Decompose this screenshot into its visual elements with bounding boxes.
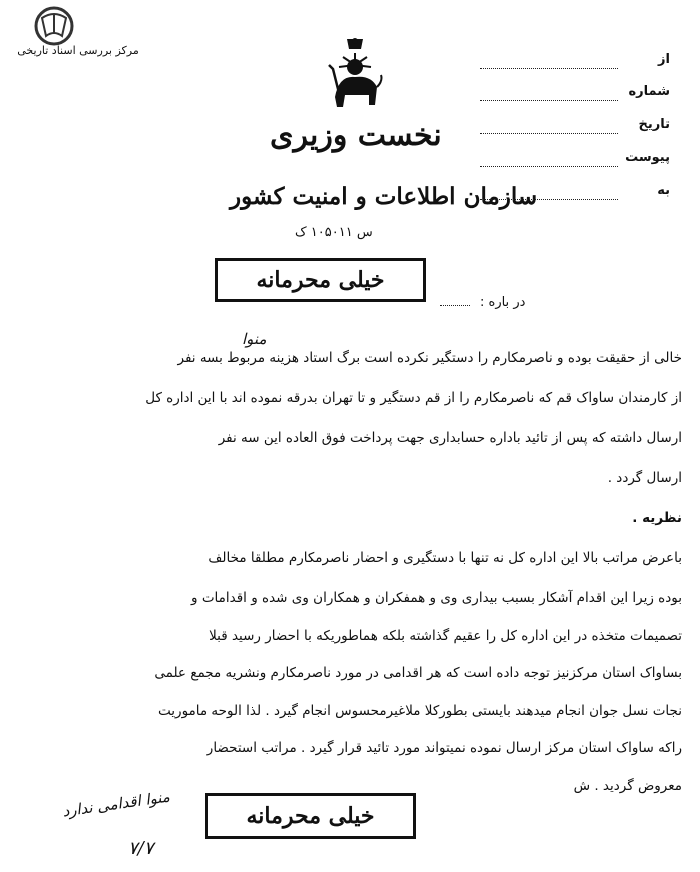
field-to-label: به [657, 183, 670, 198]
subject-dotted-line [440, 305, 470, 306]
lion-and-sun-crest-icon [325, 35, 385, 125]
opinion-line: معروض گردید . ش [573, 778, 682, 794]
handwritten-note: منوا اقدامی ندارد [61, 787, 171, 821]
opinion-heading: نظریه . [632, 510, 682, 526]
field-date [470, 117, 670, 137]
opinion-line: راکه ساواک استان مرکز ارسال نموده نمیتواند مورد تائید قرار گیرد . مراتب استحضار [206, 740, 682, 756]
field-from-label: از [658, 52, 670, 67]
field-date-label: تاریخ [638, 117, 670, 132]
field-from [470, 52, 670, 72]
field-number [470, 84, 670, 104]
field-to [470, 183, 670, 203]
handwritten-date: ۷/۷ [128, 838, 154, 859]
classification-stamp: خیلی محرمانه [215, 258, 426, 302]
reference-number: س ۱۰۵۰۱۱ ک [295, 225, 373, 240]
opinion-line: بوده زیرا این اقدام آشکار بسبب بیداری وی و همفکران و همکاران وی شده و اقدامات و [191, 590, 682, 606]
letterhead-title-secondary: سازمان اطلاعات و امنیت کشور [230, 183, 538, 210]
archive-name: مرکز بررسی اسناد تاریخی [17, 44, 139, 57]
field-attachment [470, 150, 670, 170]
field-number-label: شماره [628, 84, 670, 99]
archive-logo-icon [34, 6, 74, 46]
footer-classification-stamp: خیلی محرمانه [205, 793, 416, 839]
opinion-line: تصمیمات متخذه در این اداره کل را عقیم گذاشته بلکه هماطوریکه با احضار رسید قبلا [209, 628, 682, 644]
letterhead-title-primary: نخست وزیری [270, 118, 442, 153]
margin-note: منوا [242, 330, 267, 348]
body-line: از کارمندان ساواک قم که ناصرمکارم را از قم دستگیر و تا تهران بدرقه نموده اند با این اداره کل [145, 390, 682, 406]
body-line: ارسال داشته که پس از تائید باداره حسابداری جهت پرداخت فوق العاده این سه نفر [218, 430, 682, 446]
opinion-line: بساواک استان مرکزنیز توجه داده است که هر اقدامی در مورد ناصرمکارم ونشریه مجمع علمی [154, 665, 682, 681]
subject-label: در باره : [480, 295, 526, 310]
opinion-line: نجات نسل جوان انجام میدهند بایستی بطورکلا ملاغیرمحسوس انجام گیرد . لذا الوحه ماموریت [158, 703, 682, 719]
body-line: خالی از حقیقت بوده و ناصرمکارم را دستگیر نکرده است برگ استاد هزینه مربوط بسه نفر [177, 350, 682, 366]
field-attachment-label: پیوست [625, 150, 670, 165]
opinion-line: باعرض مراتب بالا این اداره کل نه تنها با دستگیری و احضار ناصرمکارم مطلقا مخالف [208, 550, 682, 566]
body-line: ارسال گردد . [607, 470, 682, 486]
